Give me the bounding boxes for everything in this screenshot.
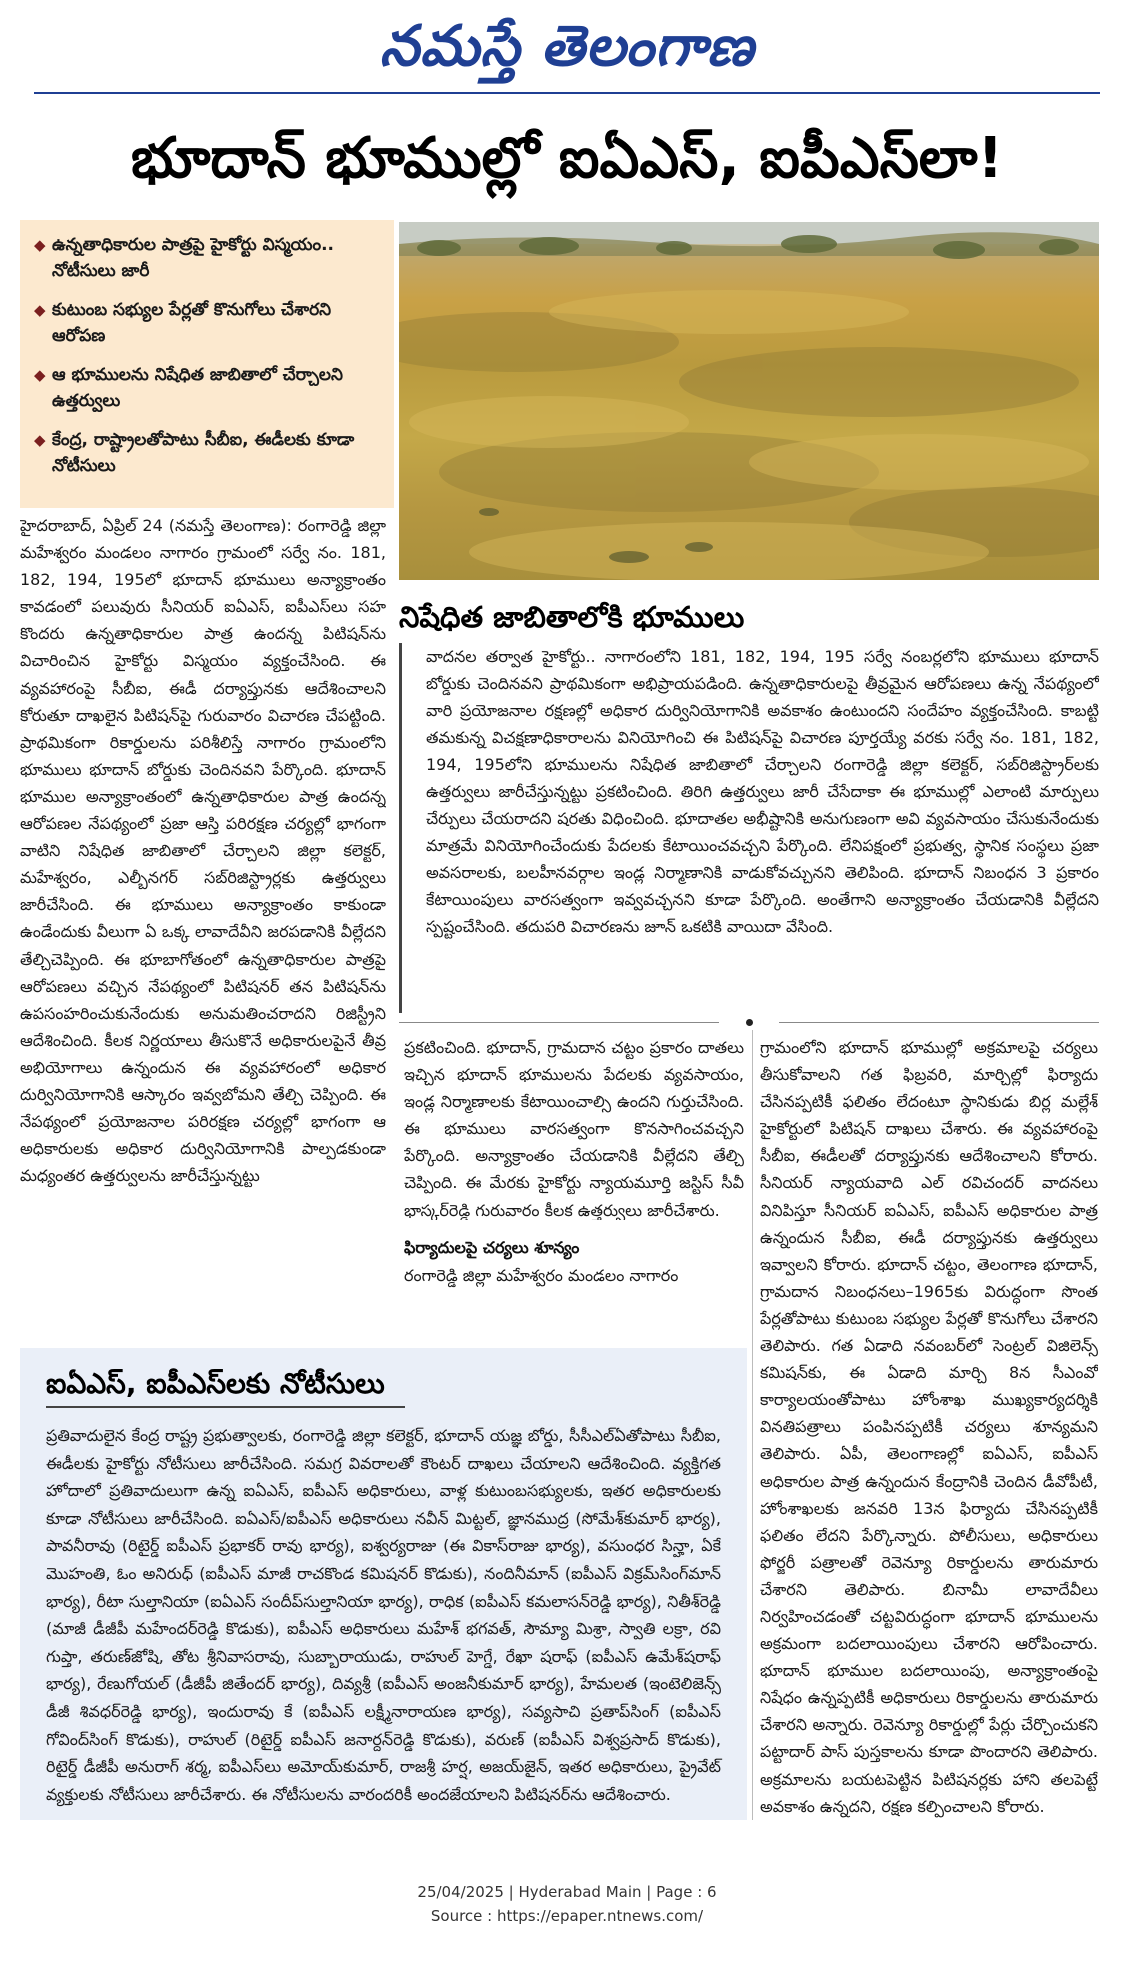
column-separator (752, 1030, 753, 1820)
highlight-text: కుటుంబ సభ్యుల పేర్లతో కొనుగోలు చేశారని ఆరోపణ (52, 300, 332, 346)
divider-line-left (399, 1022, 719, 1023)
photo-illustration (399, 222, 1099, 580)
highlight-item (34, 362, 380, 414)
highlights-box (20, 220, 394, 508)
bullet-icon: ◆ (34, 236, 46, 254)
headline: భూదాన్ భూముల్లో ఐఏఎస్, ఐపీఎస్‌లా! (130, 126, 1004, 191)
highlight-text: కేంద్ర, రాష్ట్రాలతోపాటు సీబీఐ, ఈడీలకు కూడా నోటీసులు (52, 430, 355, 476)
article-column-3: గ్రామంలోని భూదాన్ భూముల్లో అక్రమాలపై చర్యలు తీసుకోవాలని గత ఫిబ్రవరి, మార్చిల్లో ఫిర్యాదు చేసినప్పటికీ ఫలితం లేదంటూ స్థానికుడు బిర్ల మల్లేశ్ హైకోర్టులో పిటిషన్ దాఖలు చేశారు. ఈ వ్యవహారంపై సీబీఐ, ఈడీలతో దర్యాప్తునకు ఆదేశించాలని కోరారు. సీనియర్ న్యాయవాది ఎల్ రవిచందర్ వాదనలు వినిపిస్తూ సీనియర్ ఐఏఎస్, ఐపీఎస్ అధికారుల పాత్ర ఉన్నందున సీబీఐ, ఈడీ దర్యాప్తునకు ఉత్తర్వులు ఇవ్వాలని కోరారు. భూదాన్ చట్టం, తెలంగాణ భూదాన్, గ్రామదాన నిబంధనలు–1965కు విరుద్ధంగా సొంత పేర్లతోపాటు కుటుంబ సభ్యుల పేర్లతో కొనుగోలు చేశారని తెలిపారు. గత ఏడాది నవంబర్‌లో సెంట్రల్ విజిలెన్స్ కమిషన్‌కు, ఈ ఏడాది మార్చి 8న సీఎంవో కార్యాలయంతోపాటు హోంశాఖ ముఖ్యకార్యదర్శికి వినతిపత్రాలు పంపినప్పటికీ చర్యలు శూన్యమని తెలిపారు. ఏపీ, తెలంగాణల్లో ఐఏఎస్, ఐపీఎస్ అధికారుల పాత్ర ఉన్నందున కేంద్రానికి చెందిన డీవోపీటీ, హోంశాఖలకు జనవరి 13న ఫిర్యాదు చేసినప్పటికీ ఫలితం లేదని పేర్కొన్నారు. పోలీసులు, అధికారులు ఫోర్జరీ పత్రాలతో రెవెన్యూ రికార్డులను తారుమారు చేశారని తెలిపారు. బినామీ లావాదేవీలు నిర్వహించడంతో చట్టవిరుద్ధంగా భూదాన్ భూములను అక్రమంగా బదలాయింపులు చేశారని ఆరోపించారు. భూదాన్ భూముల బదలాయింపు, అన్యాక్రాంతంపై నిషేధం ఉన్నప్పటికీ అధికారులు రికార్డులను తారుమారు చేశారని అన్నారు. రెవెన్యూ రికార్డుల్లో పేర్లు చేర్చొంచుకని పట్టాదార్ పాస్ పుస్తకాలను కూడా పొందారని తెలిపారు. అక్రమాలను బయటపెట్టిన పిటిషనర్లకు హాని తలపెట్టే అవకాశం ఉన్నదని, రక్షణ కల్పించాలని కోరారు. (760, 1038, 1098, 1816)
notices-heading: ఐఏఎస్, ఐపీఎస్‌లకు నోటీసులు (46, 1362, 405, 1408)
subheading-banned-list: నిషేధిత జాబితాలోకి భూములు (399, 600, 745, 634)
masthead-divider (34, 92, 1100, 94)
article-column-2b: రంగారెడ్డి జిల్లా మహేశ్వరం మండలం నాగారం (404, 1266, 679, 1285)
subsection-text: వాదనల తర్వాత హైకోర్టు.. నాగారంలోని 181, 182, 194, 195 సర్వే నంబర్లలోని భూములు భూదాన్ బోర్డుకు చెందినవని ప్రాథమికంగా అభిప్రాయపడింది. ఉన్నతాధికారులపై తీవ్రమైన ఆరోపణలు ఉన్న నేపథ్యంలో వారి ప్రయోజనాల రక్షణల్లో అధికార దుర్వినియోగానికి అవకాశం ఉంటుందని సందేహం వ్యక్తంచేసింది. కాబట్టి తమకున్న విచక్షణాధికారాలను వినియోగించి ఈ పిటిషన్‌పై విచారణ పూర్తయ్యే వరకు సర్వే నం. 181, 182, 194, 195లోని భూములను నిషేధిత జాబితాలో చేర్చాలని రంగారెడ్డి జిల్లా కలెక్టర్, సబ్‌రిజిస్ట్రార్‌లకు ఉత్తర్వులు జారీచేస్తున్నట్టు ప్రకటించింది. తిరిగి ఉత్తర్వులు జారీ చేసేదాకా ఈ భూముల్లో ఎలాంటి మార్పులు చేర్పులు చేయరాదని షరతు విధించింది. భూదాతల అభీష్టానికి అనుగుణంగా అవి వ్యవసాయం చేసుకునేందుకు మాత్రమే వినియోగించేందుకు పేదలకు కేటాయించవచ్చని పేర్కొంది. లేనిపక్షంలో ప్రభుత్వ, స్థానిక సంస్థలు ప్రజా అవసరాలకు, బలహీనవర్గాల ఇండ్ల నిర్మాణానికి వాడుకోవచ్చునని తెలిపింది. భూదాన్ నిబంధన 3 ప్రకారం కేటాయింపులు వారసత్వంగా ఇవ్వవచ్చనని కూడా పేర్కొంది. అంతేగాని అన్యాక్రాంతం చేయడానికి వీల్లేదని స్పష్టంచేసింది. తదుపరి విచారణను జూన్ ఒకటికి వాయిదా వేసింది. (426, 647, 1099, 936)
footer-source: Source : https://epaper.ntnews.com/ (430, 1907, 704, 1925)
notices-text: ప్రతివాదులైన కేంద్ర రాష్ట్ర ప్రభుత్వాలకు, రంగారెడ్డి జిల్లా కలెక్టర్, భూదాన్ యజ్ఞ బోర్డు, సీసీఎల్ఏతోపాటు సీబీఐ, ఈడీలకు హైకోర్టు నోటీసులు జారీచేసింది. సమగ్ర వివరాలతో కౌంటర్ దాఖలు చేయాలని ఆదేశించింది. వ్యక్తిగత హోదాలో ప్రతివాదులుగా ఉన్న ఐఏఎస్, ఐపీఎస్ అధికారులు, వాళ్ల కుటుంబసభ్యులకు, ఇతర అధికారులకు కూడా నోటీసులు జారీచేసింది. ఐఏఎస్/ఐపీఎస్ అధికారులు నవీన్ మిట్టల్, జ్ఞానముద్ర (సోమేశ్‌కుమార్ భార్య), పావనీరావు (రిటైర్డ్ ఐపీఎస్ ప్రభాకర్ రావు భార్య), ఐశ్వర్యరాజు (ఈ వికాస్‌రాజు భార్య), వసుంధర సిన్హా, ఏకే మొహంతి, ఓం అనిరుధ్ (ఐపీఎస్ మాజీ రాచకొండ కమిషనర్ కొడుకు), నందినీమాన్ (ఐపీఎస్ విక్రమ్‌సింగ్‌మాన్ భార్య), రీటా సుల్తానియా (ఐఏఎస్ సందీప్‌సుల్తానియా భార్య), రాధిక (ఐపీఎస్ కమలాసన్‌రెడ్డి భార్య), నితీశ్‌రెడ్డి (మాజీ డీజీపీ మహేందర్‌రెడ్డి కొడుకు), ఐపీఎస్ అధికారులు మహేశ్ భగవత్, సౌమ్యా మిశ్రా, స్వాతి లక్రా, రవి గుప్తా, తరుణ్‌జోషి, తోట శ్రీనివాసరావు, సుబ్బారాయుడు, రాహుల్ హెగ్డే, రేఖా షరాఫ్ (ఐపీఎస్ ఉమేశ్‌షరాఫ్ భార్య), రేణుగోయల్ (డీజీపీ జితేందర్ భార్య), దివ్యశ్రీ (ఐపీఎస్ అంజనీకుమార్ భార్య), హేమలత (ఇంటెలిజెన్స్ డీజీ శివధర్‌రెడ్డి భార్య), ఇందురావు కే (ఐపీఎస్ లక్ష్మీనారాయణ భార్య), సవ్యసాచి ప్రతాప్‌సింగ్ (ఐపీఎస్ గోవింద్‌సింగ్ కొడుకు), రాహుల్ (రిటైర్డ్ ఐపీఎస్ జనార్దన్‌రెడ్డి కొడుకు), వరుణ్ (ఐపీఎస్ విశ్వప్రసాద్ కొడుకు), రిటైర్డ్ డీజీపీ అనురాగ్ శర్మ, ఐపీఎస్‌లు అమోయ్‌కుమార్, రాజశ్రీ హర్ష, అజయ్‌జైన్, ఇతర అధికారులు, ప్రైవేట్ వ్యక్తులకు నోటీసులు జారీచేశారు. ఈ నోటీసులను వారందరికీ అందజేయాలని పిటిషనర్‌ను ఆదేశించారు. (46, 1426, 721, 1804)
divider-dot-icon (746, 1019, 753, 1026)
notices-box (20, 1348, 747, 1820)
highlight-item (34, 232, 380, 284)
section-divider (399, 1018, 1099, 1028)
article-column-2: ప్రకటించింది. భూదాన్, గ్రామదాన చట్టం ప్రకారం దాతలు ఇచ్చిన భూదాన్ భూములను పేదలకు వ్యవసాయం, ఇండ్ల నిర్మాణాలకు కేటాయించాల్సి ఉందని గుర్తుచేసింది. ఈ భూములు వారసత్వంగా కొనసాగించవచ్చని పేర్కొంది. అన్యాక్రాంతం చేయడానికి వీల్లేదని తేల్చి చెప్పింది. ఈ మేరకు హైకోర్టు న్యాయమూర్తి జస్టిస్ సీవీ భాస్కర్‌రెడ్డి గురువారం కీలక ఉత్తర్వులు జారీచేశారు. (404, 1038, 744, 1220)
article-column-1: హైదరాబాద్, ఏప్రిల్ 24 (నమస్తే తెలంగాణ): రంగారెడ్డి జిల్లా మహేశ్వరం మండలం నాగారం గ్రామంలో సర్వే నం. 181, 182, 194, 195లో భూదాన్ భూములు అన్యాక్రాంతం కావడంలో పలువురు సీనియర్ ఐఏఎస్, ఐపీఎస్‌లు సహ కొందరు ఉన్నతాధికారుల పాత్ర ఉందన్న పిటిషన్‌ను విచారించిన హైకోర్టు విస్మయం వ్యక్తంచేసింది. ఈ వ్యవహారంపై సీబీఐ, ఈడీ దర్యాప్తునకు ఆదేశించాలని కోరుతూ దాఖలైన పిటిషన్‌పై గురువారం విచారణ చేపట్టింది. ప్రాథమికంగా రికార్డులను పరిశీలిస్తే నాగారం గ్రామంలోని భూములు భూదాన్ బోర్డుకు చెందినవని పేర్కొంది. భూదాన్ భూముల అన్యాక్రాంతంలో ఉన్నతాధికారుల పాత్ర ఉందన్న ఆరోపణల నేపథ్యంలో ప్రజా ఆస్తి పరిరక్షణ చర్యల్లో భాగంగా వాటిని నిషేధిత జాబితాలో చేర్చాలని జిల్లా కలెక్టర్, మహేశ్వరం, ఎల్బీనగర్ సబ్‌రిజిస్ట్రార్లకు ఉత్తర్వులు జారీచేసింది. ఈ భూములు అన్యాక్రాంతం కాకుండా ఉండేందుకు వీలుగా ఏ ఒక్క లావాదేవీని జరపడానికి వీల్లేదని తేల్చిచెప్పింది. ఈ భూబాగోతంలో ఉన్నతాధికారుల పాత్రపై ఆరోపణలు వచ్చిన నేపథ్యంలో పిటిషనర్ తన పిటిషన్‌ను ఉపసంహరించుకునేందుకు అనుమతించరాదని రిజిస్ట్రీని ఆదేశించింది. కీలక నిర్ణయాలు తీసుకొనే అధికారులపైనే తీవ్ర అభియోగాలు ఉన్నందున ఈ వ్యవహారంలో అధికార దుర్వినియోగానికి ఆస్కారం ఇవ్వబోమని తేల్చి చెప్పింది. ఈ నేపథ్యంలో ప్రయోజనాల పరిరక్షణ చర్యల్లో భాగంగా ఆ అధికారులకు అధికార దుర్వినియోగానికి పాల్పడకుండా మధ్యంతర ఉత్తర్వులను జారీచేస్తున్నట్టు (20, 516, 386, 1186)
land-photo (399, 222, 1099, 580)
bullet-icon: ◆ (34, 301, 46, 319)
highlight-item (34, 427, 380, 479)
subheading-complaints: ఫిర్యాదులపై చర్యలు శూన్యం (404, 1238, 580, 1257)
bullet-icon: ◆ (34, 366, 46, 384)
highlight-text: ఉన్నతాధికారుల పాత్రపై హైకోర్టు విస్మయం.. నోటీసులు జారీ (52, 235, 334, 281)
highlight-item (34, 297, 380, 349)
page-footer (0, 1880, 1134, 1928)
highlight-text: ఆ భూములను నిషేధిత జాబితాలో చేర్చాలని ఉత్తర్వులు (52, 365, 343, 411)
footer-date-edition: 25/04/2025 | Hyderabad Main | Page : 6 (417, 1883, 717, 1901)
divider-line-right (779, 1022, 1099, 1023)
subsection-box (399, 643, 1099, 1013)
bullet-icon: ◆ (34, 431, 46, 449)
masthead-logo: నమస్తే తెలంగాణ (379, 13, 755, 79)
